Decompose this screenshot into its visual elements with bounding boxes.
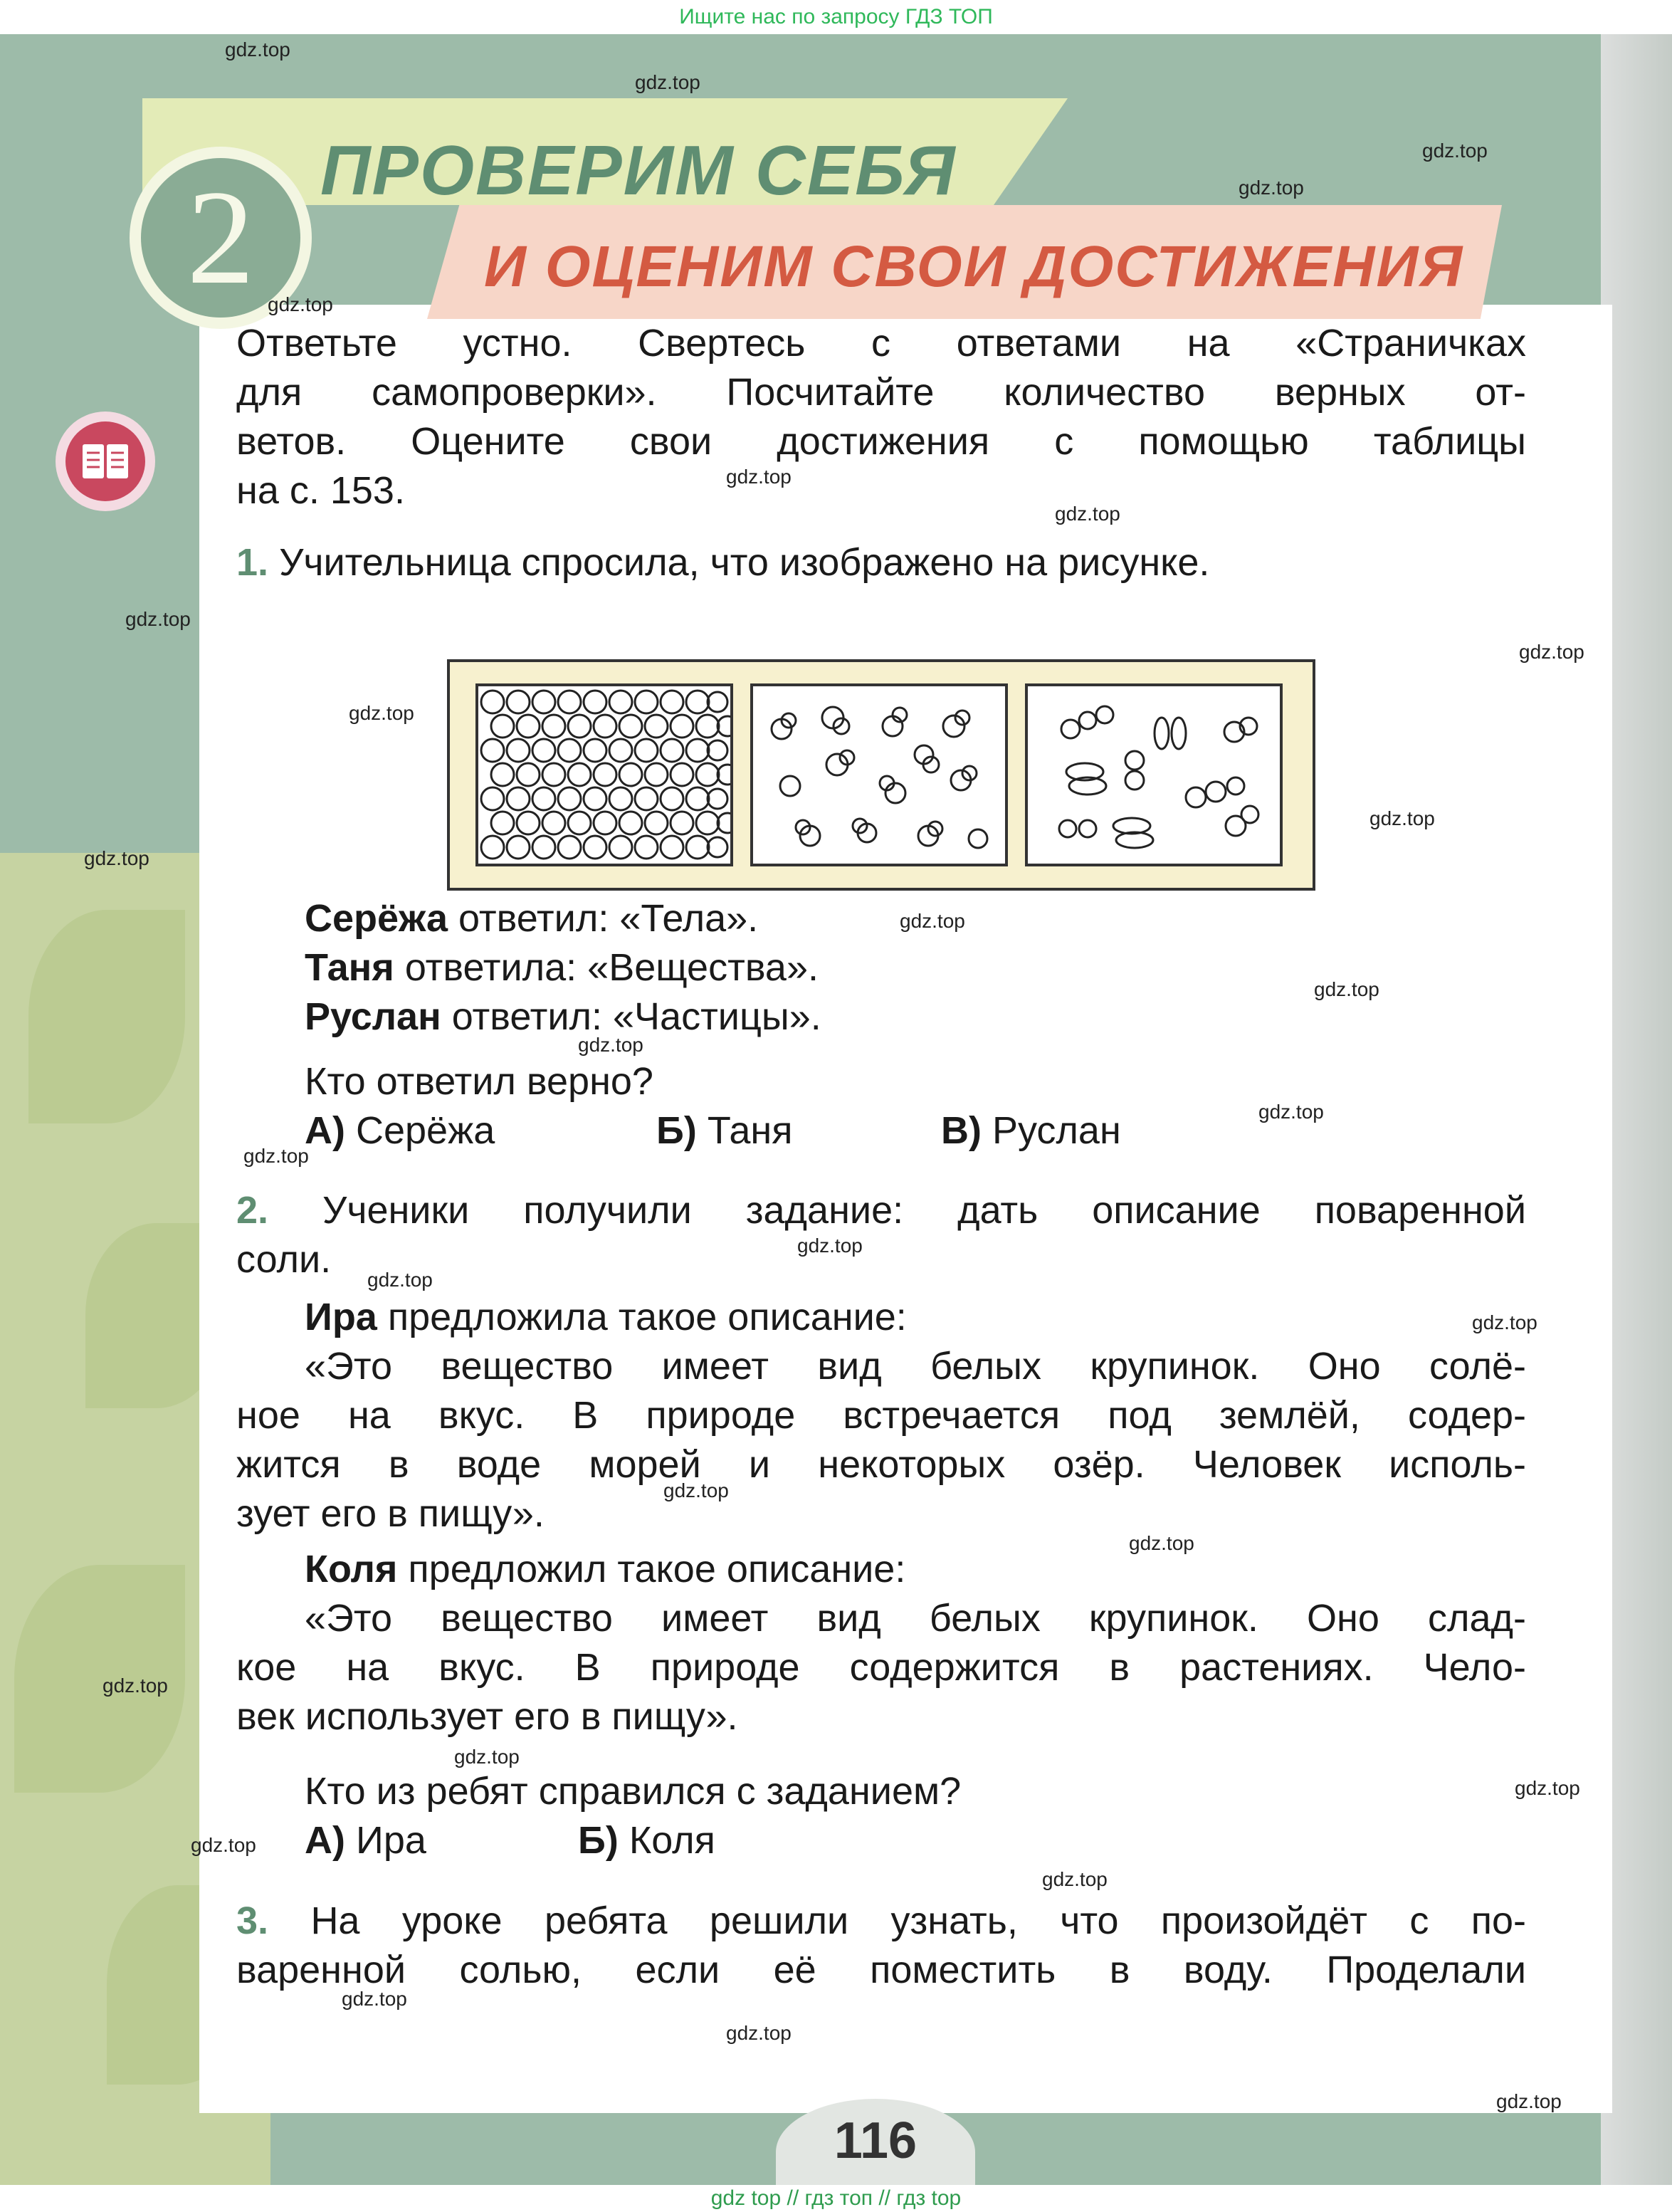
leaf-shape: [28, 910, 185, 1123]
ira-intro: [305, 1293, 907, 1342]
question-1-prompt: Кто ответил верно?: [305, 1060, 653, 1103]
particles-figure: [447, 659, 1315, 891]
student-name: Таня: [305, 946, 394, 989]
watermark: gdz.top: [84, 847, 149, 869]
ira-description-line: «Это вещество имеет вид белых крупинок. Оно солё-: [305, 1345, 1526, 1388]
watermark: gdz.top: [1422, 140, 1488, 162]
option-text: Руслан: [992, 1109, 1121, 1152]
watermark: gdz.top: [102, 1674, 168, 1697]
answer-text: ответил: «Тела».: [448, 897, 759, 940]
watermark: gdz.top: [578, 1034, 643, 1056]
intro-line: для самопроверки». Посчитайте количество верных от-: [236, 371, 1526, 414]
student-name: Серёжа: [305, 897, 448, 940]
answer-ruslan: [305, 992, 821, 1042]
textbook-page: [0, 34, 1672, 2185]
figure-panel-mixed: [1025, 683, 1283, 866]
watermark: gdz.top: [191, 1834, 256, 1856]
intro-text: предложила такое описание:: [377, 1296, 907, 1338]
option-a: [305, 1106, 495, 1155]
question-text: Учительница спросила, что изображено на рисунке.: [279, 541, 1210, 584]
dense-particles-image: [478, 686, 730, 864]
question-number: 1.: [236, 541, 269, 584]
answer-text: ответила: «Вещества».: [394, 946, 819, 989]
kolya-description-line: век использует его в пищу».: [236, 1695, 738, 1738]
option-letter: А): [305, 1819, 345, 1862]
ira-description-line: жится в воде морей и некоторых озёр. Человек исполь-: [236, 1443, 1526, 1486]
watermark: gdz.top: [342, 1988, 407, 2010]
student-name: Руслан: [305, 995, 441, 1038]
watermark: gdz.top: [1129, 1532, 1194, 1554]
figure-panel-dense: [475, 683, 733, 866]
page-title-line1: ПРОВЕРИМ СЕБЯ: [320, 131, 957, 209]
kolya-description-line: кое на вкус. В природе содержится в растениях. Чело-: [236, 1646, 1526, 1689]
option-text: Коля: [629, 1819, 715, 1862]
option-text: Ира: [356, 1819, 426, 1862]
answer-text: ответил: «Частицы».: [441, 995, 821, 1038]
watermark: gdz.top: [1239, 177, 1304, 199]
figure-panel-sparse: [750, 683, 1008, 866]
ira-description-line: ное на вкус. В природе встречается под землёй, содер-: [236, 1394, 1526, 1437]
section-number: 2: [186, 163, 255, 313]
option-b: [578, 1816, 715, 1865]
watermark: gdz.top: [454, 1746, 520, 1768]
question-1: [236, 538, 1209, 587]
kolya-intro: [305, 1545, 905, 1594]
question-3-line: варенной солью, если её поместить в воду. Проделали: [236, 1949, 1526, 1991]
watermark: gdz.top: [1055, 503, 1120, 525]
watermark: gdz.top: [635, 71, 700, 93]
watermark: gdz.top: [1258, 1101, 1324, 1123]
option-letter: В): [941, 1109, 982, 1152]
option-v: [941, 1106, 1121, 1155]
watermark: gdz.top: [726, 466, 792, 488]
watermark: gdz.top: [663, 1479, 729, 1501]
watermark: gdz.top: [1314, 978, 1379, 1000]
option-letter: Б): [578, 1819, 619, 1862]
option-a: [305, 1816, 426, 1865]
option-text: Таня: [707, 1109, 793, 1152]
watermark: gdz.top: [1369, 807, 1435, 829]
watermark: gdz.top: [1496, 2090, 1562, 2112]
watermark: gdz.top: [1515, 1777, 1580, 1799]
bottom-banner-text: gdz top // гдз топ // гдз top: [710, 2186, 962, 2210]
top-banner-text: Ищите нас по запросу ГДЗ ТОП: [679, 5, 993, 28]
watermark: gdz.top: [797, 1235, 863, 1257]
student-name: Коля: [305, 1548, 398, 1590]
option-text: Серёжа: [356, 1109, 495, 1152]
top-banner: [0, 0, 1672, 34]
answer-tanya: [305, 943, 819, 992]
watermark: gdz.top: [367, 1269, 433, 1291]
question-3: [236, 1897, 1526, 1946]
student-name: Ира: [305, 1296, 377, 1338]
question-2-prompt: Кто из ребят справился с заданием?: [305, 1770, 962, 1813]
bottom-banner: [0, 2185, 1672, 2212]
watermark: gdz.top: [243, 1145, 309, 1167]
watermark: gdz.top: [225, 38, 290, 61]
question-text: Ученики получили задание: дать описание поваренной: [322, 1189, 1526, 1232]
watermark: gdz.top: [1472, 1311, 1537, 1333]
page-number: 116: [834, 2112, 918, 2169]
question-2-line: соли.: [236, 1238, 332, 1281]
question-2: [236, 1186, 1526, 1235]
watermark: gdz.top: [726, 2022, 792, 2044]
question-number: 2.: [236, 1189, 269, 1232]
intro-line: Ответьте устно. Свертесь с ответами на «Страничках: [236, 322, 1526, 365]
book-icon: [65, 421, 145, 501]
watermark: gdz.top: [1042, 1868, 1108, 1890]
option-letter: А): [305, 1109, 345, 1152]
ira-description-line: зует его в пищу».: [236, 1492, 545, 1535]
watermark: gdz.top: [125, 608, 191, 630]
watermark: gdz.top: [349, 702, 414, 724]
question-number: 3.: [236, 1899, 269, 1942]
intro-line: на с. 153.: [236, 469, 405, 512]
answer-serezha: [305, 894, 758, 943]
intro-line: ветов. Оцените свои достижения с помощью таблицы: [236, 420, 1526, 463]
book-badge: [56, 412, 155, 511]
question-text: На уроке ребята решили узнать, что произойдёт с по-: [310, 1899, 1526, 1942]
page-title-line2: И ОЦЕНИМ СВОИ ДОСТИЖЕНИЯ: [484, 234, 1464, 299]
mixed-particles-image: [1028, 686, 1280, 864]
option-b: [656, 1106, 792, 1155]
kolya-description-line: «Это вещество имеет вид белых крупинок. Оно слад-: [305, 1597, 1526, 1640]
watermark: gdz.top: [1519, 641, 1584, 663]
watermark: gdz.top: [900, 910, 965, 932]
loose-particles-image: [753, 686, 1005, 864]
intro-text: предложил такое описание:: [397, 1548, 906, 1590]
option-letter: Б): [656, 1109, 697, 1152]
watermark: gdz.top: [268, 293, 333, 315]
